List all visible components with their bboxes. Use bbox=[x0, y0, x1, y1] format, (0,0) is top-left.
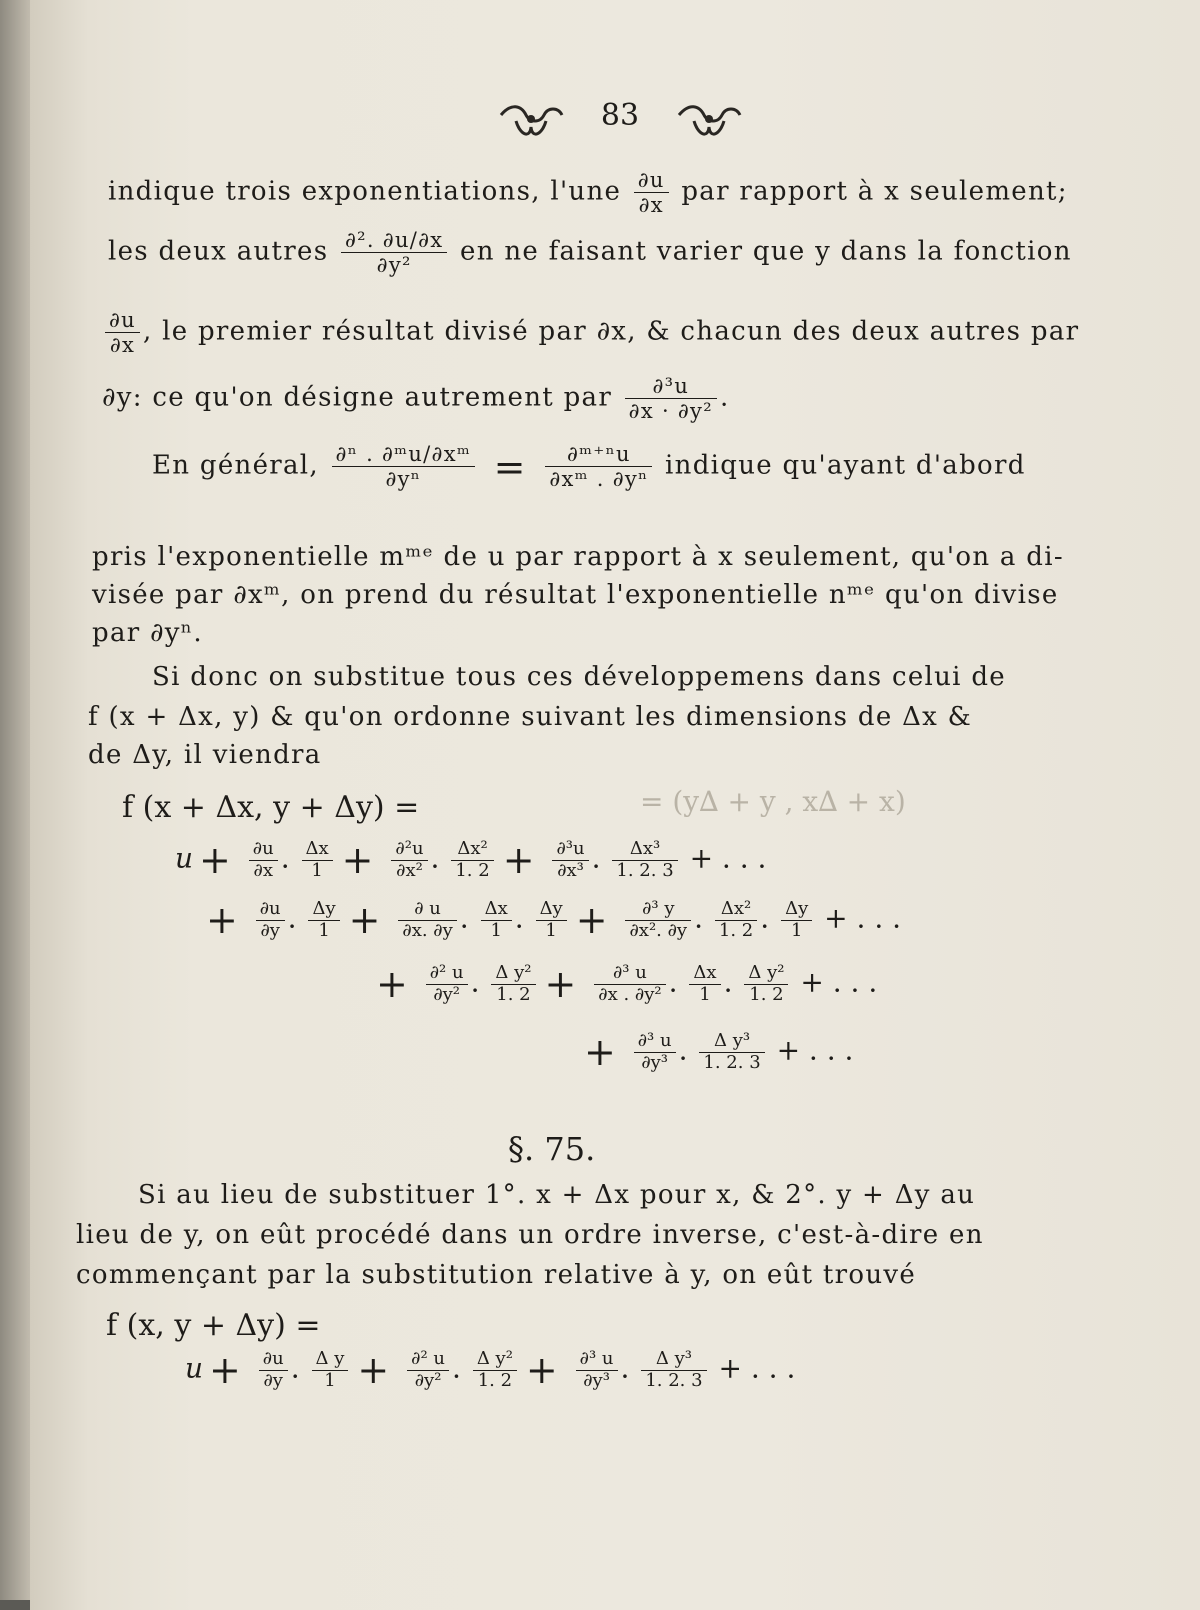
numerator: Δ y² bbox=[473, 1349, 517, 1371]
denominator: 1 bbox=[318, 919, 330, 941]
continuation: + . . . bbox=[800, 965, 878, 999]
term: u bbox=[175, 841, 194, 875]
fraction bbox=[473, 1349, 517, 1391]
formula1-row1: u + $\frac{\partial u}{\partial x}$ . $\frac{\Delta x}{1}$ + $\frac{\text{∂²u}}{\text{∂x²}}$ . $\frac{\text{Δx²}}{1. 2}$ + $\frac{\text{∂³u}}{\text{∂x³}}$ . $\frac{\text{Δx³}}{1. 2. 3}$ + . . . bbox=[175, 837, 767, 882]
text-segment: en ne faisant varier que y dans la fonction bbox=[460, 236, 1072, 267]
para1-line4: ∂y: ce qu'on désigne autrement par $\frac{\text{∂³u}}{\text{∂x · ∂y²}}$ . bbox=[102, 374, 730, 424]
denominator: ∂y³ bbox=[641, 1051, 669, 1073]
numerator: Δx bbox=[481, 899, 512, 921]
denominator: ∂xᵐ . ∂yⁿ bbox=[549, 467, 649, 492]
denominator: 1 bbox=[311, 859, 323, 881]
denominator: 1 bbox=[699, 983, 711, 1005]
numerator: Δx bbox=[302, 839, 333, 861]
formula1-row2: + $\frac{\partial u}{\partial y}$ . $\frac{\Delta y}{1}$ + $\frac{\partial u}{\partial x. \partial y}$ . $\frac{\Delta x}{1}$ . $\frac{\Delta y}{1}$ + $\frac{\text{∂³ y}}{\text{∂x². ∂y}}$ . $\frac{\text{Δx²}}{1. 2}$ . $\frac{\Delta y}{1}$ + . . . bbox=[206, 897, 902, 942]
formula2-lhs: f (x, y + Δy) = bbox=[106, 1308, 321, 1343]
numerator: ∂u bbox=[249, 839, 278, 861]
fraction bbox=[744, 963, 788, 1005]
fraction bbox=[699, 1031, 764, 1073]
fraction bbox=[545, 442, 652, 491]
numerator: Δy bbox=[308, 899, 339, 921]
left-ornament-icon bbox=[496, 101, 566, 141]
denominator: 1. 2. 3 bbox=[703, 1051, 761, 1073]
text-segment: indique trois exponentiations, l'une bbox=[108, 176, 622, 207]
numerator: ∂³ u bbox=[634, 1031, 676, 1053]
denominator: 1. 2 bbox=[496, 983, 531, 1005]
numerator: Δ y² bbox=[744, 963, 788, 985]
denominator: ∂x bbox=[109, 333, 136, 358]
fraction bbox=[451, 839, 493, 881]
numerator: ∂². ∂u/∂x bbox=[341, 228, 448, 253]
para3-line3: de Δy, il viendra bbox=[88, 740, 322, 770]
bleed-through-text: = (y∆ + y , x∆ + x) bbox=[640, 785, 906, 818]
denominator: 1. 2 bbox=[718, 919, 754, 941]
fraction bbox=[391, 839, 427, 881]
formula1-row4: + $\frac{\text{∂³ u}}{\text{∂y³}}$ . $\frac{\text{Δ y³}}{1. 2. 3}$ + . . . bbox=[584, 1029, 854, 1074]
denominator: 1. 2 bbox=[749, 983, 784, 1005]
numerator: ∂u bbox=[105, 308, 140, 333]
numerator: Δ y bbox=[312, 1349, 349, 1371]
page-number: 83 bbox=[600, 98, 640, 133]
denominator: 1. 2 bbox=[455, 859, 490, 881]
para1-line1 bbox=[108, 168, 1068, 217]
fraction bbox=[612, 839, 677, 881]
continuation: + . . . bbox=[776, 1033, 854, 1067]
continuation: + . . . bbox=[824, 901, 902, 935]
denominator: 1. 2 bbox=[477, 1369, 513, 1391]
denominator: ∂x · ∂y² bbox=[628, 399, 713, 424]
numerator: ∂³u bbox=[625, 374, 717, 399]
numerator: ∂³ u bbox=[594, 963, 665, 985]
para3-line1: Si donc on substitue tous ces développemens dans celui de bbox=[152, 662, 1006, 692]
denominator: ∂x . ∂y² bbox=[598, 983, 662, 1005]
para4-line1: Si au lieu de substituer 1°. x + Δx pour x, & 2°. y + Δy au bbox=[138, 1180, 976, 1210]
numerator: ∂³u bbox=[552, 839, 588, 861]
fraction bbox=[302, 839, 333, 881]
numerator: Δx² bbox=[451, 839, 493, 861]
denominator: ∂x² bbox=[396, 859, 423, 881]
formula1-row3: + $\frac{\text{∂² u}}{\text{∂y²}}$ . $\frac{\text{Δ y²}}{1. 2}$ + $\frac{\text{∂³ u}}{\text{∂x . ∂y²}}$ . $\frac{\Delta x}{1}$ . $\frac{\text{Δ y²}}{1. 2}$ + . . . bbox=[376, 961, 878, 1006]
fraction bbox=[491, 963, 535, 1005]
text-segment: par rapport à x seulement; bbox=[681, 176, 1068, 207]
fraction bbox=[105, 308, 140, 357]
numerator: ∂³ u bbox=[576, 1349, 618, 1371]
denominator: 1 bbox=[545, 919, 557, 941]
numerator: Δx³ bbox=[612, 839, 677, 861]
fraction bbox=[398, 899, 456, 941]
formula2-expansion: u + $\frac{\partial u}{\partial y}$ . $\frac{\text{Δ y}}{1}$ + $\frac{\text{∂² u}}{\text{∂y²}}$ . $\frac{\text{Δ y²}}{1. 2}$ + $\frac{\text{∂³ u}}{\text{∂y³}}$ . $\frac{\text{Δ y³}}{1. 2. 3}$ + . . . bbox=[185, 1347, 796, 1392]
para4-line3: commençant par la substitution relative à y, on eût trouvé bbox=[76, 1260, 917, 1290]
denominator: 1. 2. 3 bbox=[645, 1369, 703, 1391]
denominator: ∂y³ bbox=[583, 1369, 610, 1391]
fraction bbox=[781, 899, 812, 941]
numerator: ∂² u bbox=[407, 1349, 449, 1371]
denominator: ∂x³ bbox=[557, 859, 584, 881]
denominator: 1 bbox=[490, 919, 502, 941]
denominator: ∂x bbox=[638, 193, 664, 218]
fraction bbox=[594, 963, 665, 1005]
fraction bbox=[625, 899, 691, 941]
numerator: Δ y³ bbox=[641, 1349, 706, 1371]
continuation: + . . . bbox=[718, 1351, 796, 1385]
fraction bbox=[715, 899, 757, 941]
fraction bbox=[641, 1349, 706, 1391]
denominator: ∂y² bbox=[414, 1369, 442, 1391]
para1-line2 bbox=[108, 228, 1072, 277]
numerator: ∂ᵐ⁺ⁿu bbox=[545, 442, 652, 467]
denominator: ∂x. ∂y bbox=[402, 919, 453, 941]
denominator: 1. 2. 3 bbox=[616, 859, 674, 881]
text-segment: indique qu'ayant d'abord bbox=[665, 450, 1026, 481]
denominator: ∂y bbox=[260, 919, 280, 941]
formula1-lhs: f (x + Δx, y + Δy) = bbox=[122, 790, 420, 825]
fraction bbox=[634, 1031, 676, 1073]
book-page bbox=[30, 0, 1200, 1610]
numerator: Δx² bbox=[715, 899, 757, 921]
text-segment: En général, bbox=[152, 450, 319, 481]
fraction bbox=[249, 839, 278, 881]
denominator: 1 bbox=[790, 919, 803, 941]
right-ornament-icon bbox=[674, 101, 744, 141]
numerator: Δ y² bbox=[491, 963, 535, 985]
numerator: ∂ u bbox=[398, 899, 456, 921]
section-heading: §. 75. bbox=[508, 1130, 596, 1168]
denominator: 1 bbox=[324, 1369, 336, 1391]
fraction bbox=[552, 839, 588, 881]
denominator: ∂x². ∂y bbox=[629, 919, 688, 941]
para4-line2: lieu de y, on eût procédé dans un ordre inverse, c'est-à-dire en bbox=[76, 1220, 984, 1250]
para2-line4: par ∂yⁿ. bbox=[92, 618, 203, 648]
denominator: ∂y bbox=[263, 1369, 283, 1391]
denominator: ∂y² bbox=[376, 253, 412, 278]
numerator: Δx bbox=[689, 963, 720, 985]
fraction bbox=[308, 899, 339, 941]
fraction bbox=[256, 899, 285, 941]
denominator: ∂y² bbox=[433, 983, 461, 1005]
fraction bbox=[341, 228, 448, 277]
numerator: ∂ⁿ . ∂ᵐu/∂xᵐ bbox=[332, 442, 476, 467]
numerator: ∂² u bbox=[426, 963, 468, 985]
numerator: ∂³ y bbox=[625, 899, 691, 921]
para2-line3: visée par ∂xᵐ, on prend du résultat l'exponentielle nᵐᵉ qu'on divise bbox=[92, 580, 1059, 610]
fraction bbox=[634, 168, 669, 217]
text-segment: les deux autres bbox=[108, 236, 329, 267]
text-segment: ∂y: ce qu'on désigne autrement par bbox=[102, 382, 613, 413]
numerator: Δy bbox=[781, 899, 812, 921]
para2-line2: pris l'exponentielle mᵐᵉ de u par rapport à x seulement, qu'on a di- bbox=[92, 542, 1064, 572]
para2-line1 bbox=[152, 442, 1026, 491]
numerator: ∂u bbox=[256, 899, 285, 921]
term: u bbox=[185, 1351, 204, 1385]
equals-sign: = bbox=[493, 444, 527, 489]
fraction bbox=[407, 1349, 449, 1391]
fraction bbox=[312, 1349, 349, 1391]
numerator: ∂u bbox=[634, 168, 669, 193]
fraction bbox=[689, 963, 720, 1005]
para3-line2: f (x + Δx, y) & qu'on ordonne suivant les dimensions de Δx & bbox=[88, 702, 973, 732]
numerator: Δ y³ bbox=[699, 1031, 764, 1053]
fraction bbox=[576, 1349, 618, 1391]
fraction bbox=[332, 442, 476, 491]
text-segment: , le premier résultat divisé par ∂x, & chacun des deux autres par bbox=[142, 316, 1080, 347]
numerator: Δy bbox=[536, 899, 567, 921]
denominator: ∂yⁿ bbox=[385, 467, 422, 492]
denominator: ∂x bbox=[253, 859, 273, 881]
fraction bbox=[536, 899, 567, 941]
page-header bbox=[470, 98, 770, 141]
numerator: ∂u bbox=[259, 1349, 288, 1371]
fraction bbox=[625, 374, 717, 423]
para1-line3 bbox=[102, 308, 1079, 357]
continuation: + . . . bbox=[689, 841, 767, 875]
fraction bbox=[259, 1349, 288, 1391]
fraction bbox=[426, 963, 468, 1005]
numerator: ∂²u bbox=[391, 839, 427, 861]
fraction bbox=[481, 899, 512, 941]
